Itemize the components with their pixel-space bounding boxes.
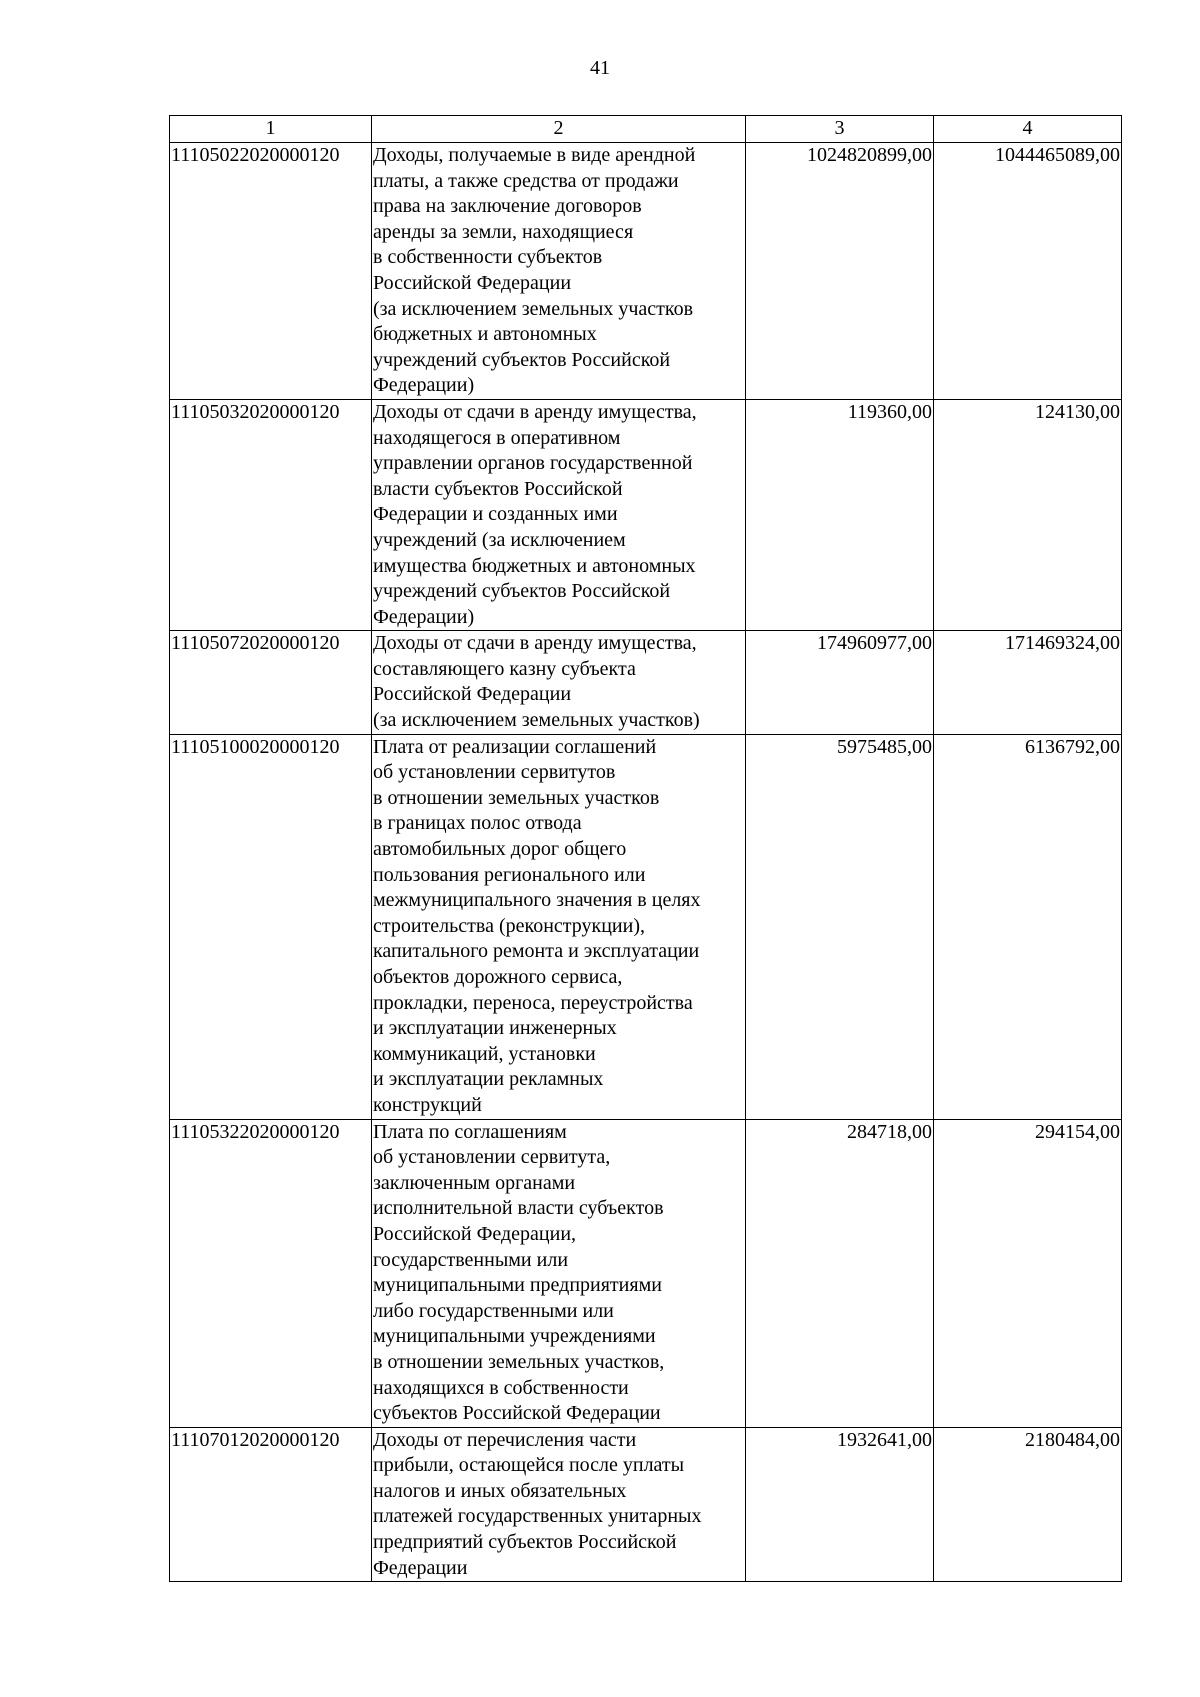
revenue-description-cell: Доходы от перечисления части прибыли, остающейся после уплаты налогов и иных обязательных платежей государственных унитарных предприятий субъектов Российской Федерации	[372, 1427, 746, 1582]
revenue-description-cell: Плата от реализации соглашений об установлении сервитутов в отношении земельных участков в границах полос отвода автомобильных дорог общего пользования регионального или межмуниципального значения в целях строительства (реконструкции), капитального ремонта и эксплуатации объектов дорожного сервиса, прокладки, переноса, переустройства и эксплуатации инженерных коммуникаций, установки и эксплуатации рекламных конструкций	[372, 734, 746, 1119]
table-row	[170, 399, 1122, 630]
revenue-description-cell: Доходы, получаемые в виде арендной платы, а также средства от продажи права на заключение договоров аренды за земли, находящиеся в собственности субъектов Российской Федерации (за исключением земельных участков бюджетных и автономных учреждений субъектов Российской Федерации)	[372, 143, 746, 400]
revenue-code-cell: 11105022020000120	[170, 143, 372, 400]
amount-col3-cell: 1932641,00	[746, 1427, 934, 1582]
table-row	[170, 631, 1122, 734]
table-header-row	[170, 116, 1122, 143]
amount-col3-cell: 5975485,00	[746, 734, 934, 1119]
revenue-code-cell: 11107012020000120	[170, 1427, 372, 1582]
revenue-table	[169, 115, 1122, 1582]
revenue-code-cell: 11105032020000120	[170, 399, 372, 630]
revenue-code-cell: 11105072020000120	[170, 631, 372, 734]
amount-col3-cell: 174960977,00	[746, 631, 934, 734]
table-row	[170, 143, 1122, 400]
table-row	[170, 1427, 1122, 1582]
table-row	[170, 734, 1122, 1119]
amount-col3-cell: 119360,00	[746, 399, 934, 630]
amount-col4-cell: 6136792,00	[934, 734, 1122, 1119]
column-header-4: 4	[934, 116, 1122, 143]
column-header-3: 3	[746, 116, 934, 143]
revenue-description-cell: Доходы от сдачи в аренду имущества, находящегося в оперативном управлении органов государственной власти субъектов Российской Федерации и созданных ими учреждений (за исключением имущества бюджетных и автономных учреждений субъектов Российской Федерации)	[372, 399, 746, 630]
table-row	[170, 1119, 1122, 1427]
revenue-description-cell: Плата по соглашениям об установлении сервитута, заключенным органами исполнительной власти субъектов Российской Федерации, государственными или муниципальными предприятиями либо государственными или муниципальными учреждениями в отношении земельных участков, находящихся в собственности субъектов Российской Федерации	[372, 1119, 746, 1427]
column-header-1: 1	[170, 116, 372, 143]
amount-col3-cell: 1024820899,00	[746, 143, 934, 400]
revenue-code-cell: 11105322020000120	[170, 1119, 372, 1427]
page-number: 41	[590, 57, 610, 79]
amount-col4-cell: 171469324,00	[934, 631, 1122, 734]
column-header-2: 2	[372, 116, 746, 143]
amount-col4-cell: 124130,00	[934, 399, 1122, 630]
amount-col3-cell: 284718,00	[746, 1119, 934, 1427]
amount-col4-cell: 2180484,00	[934, 1427, 1122, 1582]
amount-col4-cell: 1044465089,00	[934, 143, 1122, 400]
amount-col4-cell: 294154,00	[934, 1119, 1122, 1427]
revenue-description-cell: Доходы от сдачи в аренду имущества, составляющего казну субъекта Российской Федерации (за исключением земельных участков)	[372, 631, 746, 734]
revenue-code-cell: 11105100020000120	[170, 734, 372, 1119]
